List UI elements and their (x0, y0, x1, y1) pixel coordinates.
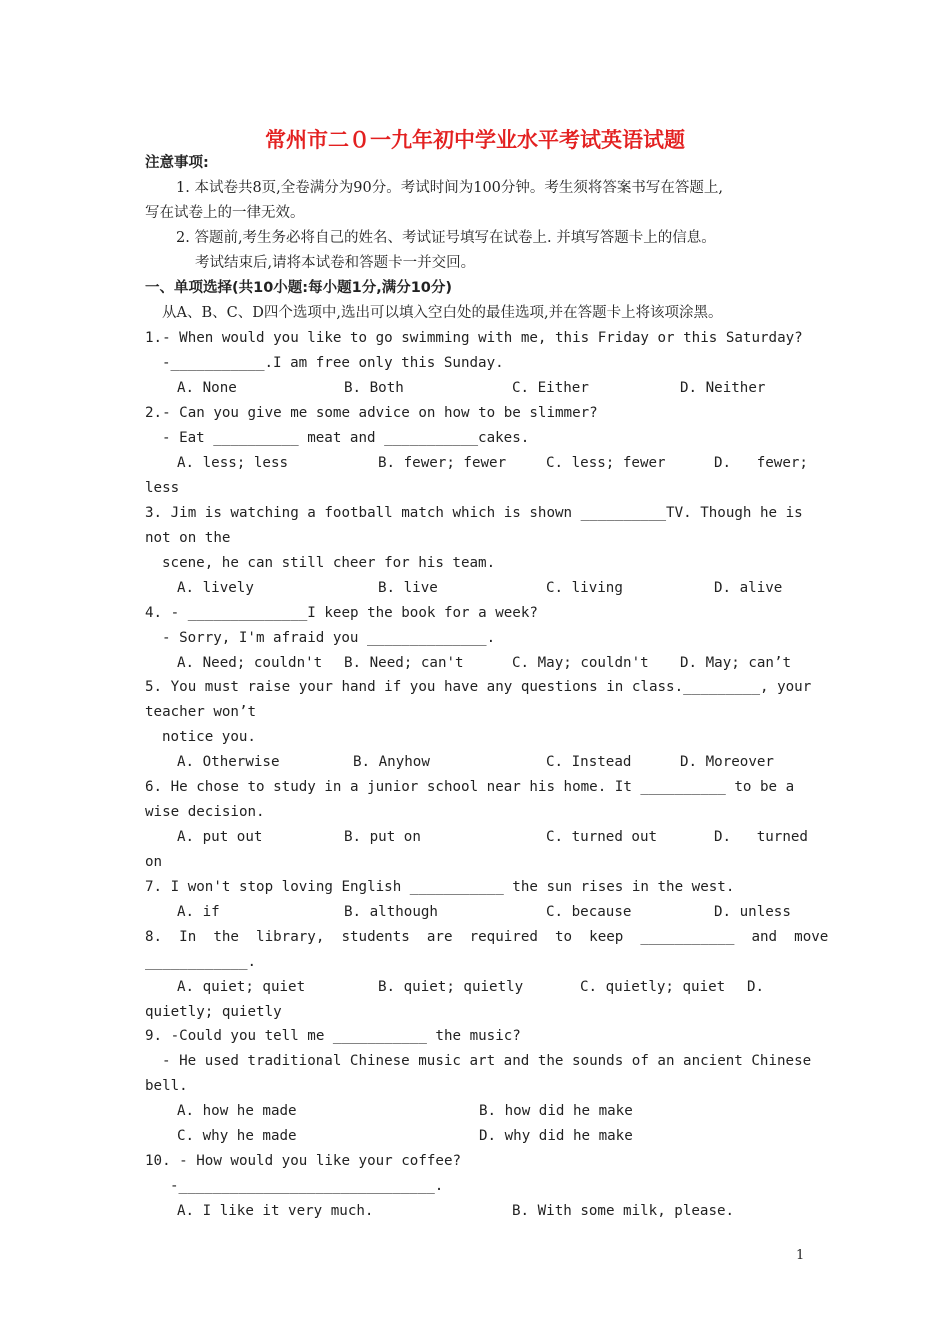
q10-option-a: A. I like it very much. (177, 1203, 374, 1219)
question-2-line2: - Eat __________ meat and ___________cakes. (162, 430, 530, 446)
question-8: 8. In the library, students are required to keep ___________ and move (145, 929, 829, 945)
q4-option-a: A. Need; couldn't (177, 655, 323, 671)
question-3-line2: not on the (145, 530, 231, 546)
question-8-line2: ____________. (145, 954, 257, 970)
q6-option-d: D. turned (714, 829, 808, 845)
q5-option-d: D. Moreover (680, 754, 774, 770)
q4-option-c: C. May; couldn't (512, 655, 649, 671)
q9-option-c: C. why he made (177, 1128, 297, 1144)
q8-option-b: B. quiet; quietly (378, 979, 524, 995)
q10-option-b: B. With some milk, please. (512, 1203, 735, 1219)
q6-option-d-wrap: on (145, 854, 163, 870)
q3-option-b: B. live (378, 580, 438, 596)
q8-option-d-wrap: quietly; quietly (145, 1004, 282, 1020)
q7-option-a: A. if (177, 904, 220, 920)
q6-option-c: C. turned out (546, 829, 658, 845)
q7-option-b: B. although (344, 904, 438, 920)
q8-option-a: A. quiet; quiet (177, 979, 306, 995)
question-10: 10. - How would you like your coffee? (145, 1153, 462, 1169)
q4-option-d: D. May; can’t (680, 655, 792, 671)
question-3: 3. Jim is watching a football match which is shown __________TV. Though he is (145, 505, 803, 521)
q8-option-d: D. (747, 979, 765, 995)
question-7: 7. I won't stop loving English ___________ the sun rises in the west. (145, 879, 735, 895)
question-2: 2.- Can you give me some advice on how to be slimmer? (145, 405, 598, 421)
q3-option-d: D. alive (714, 580, 783, 596)
question-4: 4. - ______________I keep the book for a week? (145, 605, 538, 621)
notice-item-2: 2. 答题前,考生务必将自己的姓名、考试证号填写在试卷上. 并填写答题卡上的信息。 (176, 230, 716, 246)
q3-option-a: A. lively (177, 580, 254, 596)
q9-option-d: D. why did he make (479, 1128, 633, 1144)
q1-option-d: D. Neither (680, 380, 766, 396)
q6-option-b: B. put on (344, 829, 421, 845)
q5-option-b: B. Anyhow (353, 754, 430, 770)
q2-option-c: C. less; fewer (546, 455, 666, 471)
q3-option-c: C. living (546, 580, 623, 596)
question-1-line2: -___________.I am free only this Sunday. (162, 355, 504, 371)
q4-option-b: B. Need; can't (344, 655, 464, 671)
q6-option-a: A. put out (177, 829, 263, 845)
question-10-line2: -______________________________. (170, 1178, 444, 1194)
question-9: 9. -Could you tell me ___________ the music? (145, 1028, 521, 1044)
question-5-line2: teacher won’t (145, 704, 257, 720)
question-6: 6. He chose to study in a junior school near his home. It __________ to be a (145, 779, 795, 795)
question-3-line3: scene, he can still cheer for his team. (162, 555, 496, 571)
q9-option-b: B. how did he make (479, 1103, 633, 1119)
q2-option-d-wrap: less (145, 480, 180, 496)
question-5: 5. You must raise your hand if you have any questions in class._________, your (145, 679, 812, 695)
q7-option-c: C. because (546, 904, 632, 920)
q2-option-a: A. less; less (177, 455, 289, 471)
question-4-line2: - Sorry, I'm afraid you ______________. (162, 630, 496, 646)
question-9-line2: - He used traditional Chinese music art and the sounds of an ancient Chinese (162, 1053, 812, 1069)
q2-option-b: B. fewer; fewer (378, 455, 507, 471)
q9-option-a: A. how he made (177, 1103, 297, 1119)
q1-option-b: B. Both (344, 380, 404, 396)
q5-option-c: C. Instead (546, 754, 632, 770)
notice-item-2-cont: 考试结束后,请将本试卷和答题卡一并交回。 (195, 255, 476, 271)
question-1: 1.- When would you like to go swimming with me, this Friday or this Saturday? (145, 330, 803, 346)
question-6-line2: wise decision. (145, 804, 265, 820)
question-5-line3: notice you. (162, 729, 256, 745)
section-instruction: 从A、B、C、D四个选项中,选出可以填入空白处的最佳选项,并在答题卡上将该项涂黑。 (162, 305, 723, 321)
notice-heading: 注意事项: (145, 155, 209, 171)
page-number: 1 (796, 1248, 805, 1263)
q7-option-d: D. unless (714, 904, 791, 920)
q8-option-c: C. quietly; quiet (580, 979, 726, 995)
page-title: 常州市二０一九年初中学业水平考试英语试题 (265, 128, 685, 152)
q5-option-a: A. Otherwise (177, 754, 280, 770)
notice-item-1-cont: 写在试卷上的一律无效。 (145, 205, 305, 221)
q1-option-a: A. None (177, 380, 237, 396)
q2-option-d: D. fewer; (714, 455, 808, 471)
q1-option-c: C. Either (512, 380, 589, 396)
question-9-line3: bell. (145, 1078, 188, 1094)
notice-item-1: 1. 本试卷共8页,全卷满分为90分。考试时间为100分钟。考生须将答案书写在答题上, (176, 180, 724, 196)
section-heading: 一、单项选择(共10小题:每小题1分,满分10分) (145, 280, 453, 296)
